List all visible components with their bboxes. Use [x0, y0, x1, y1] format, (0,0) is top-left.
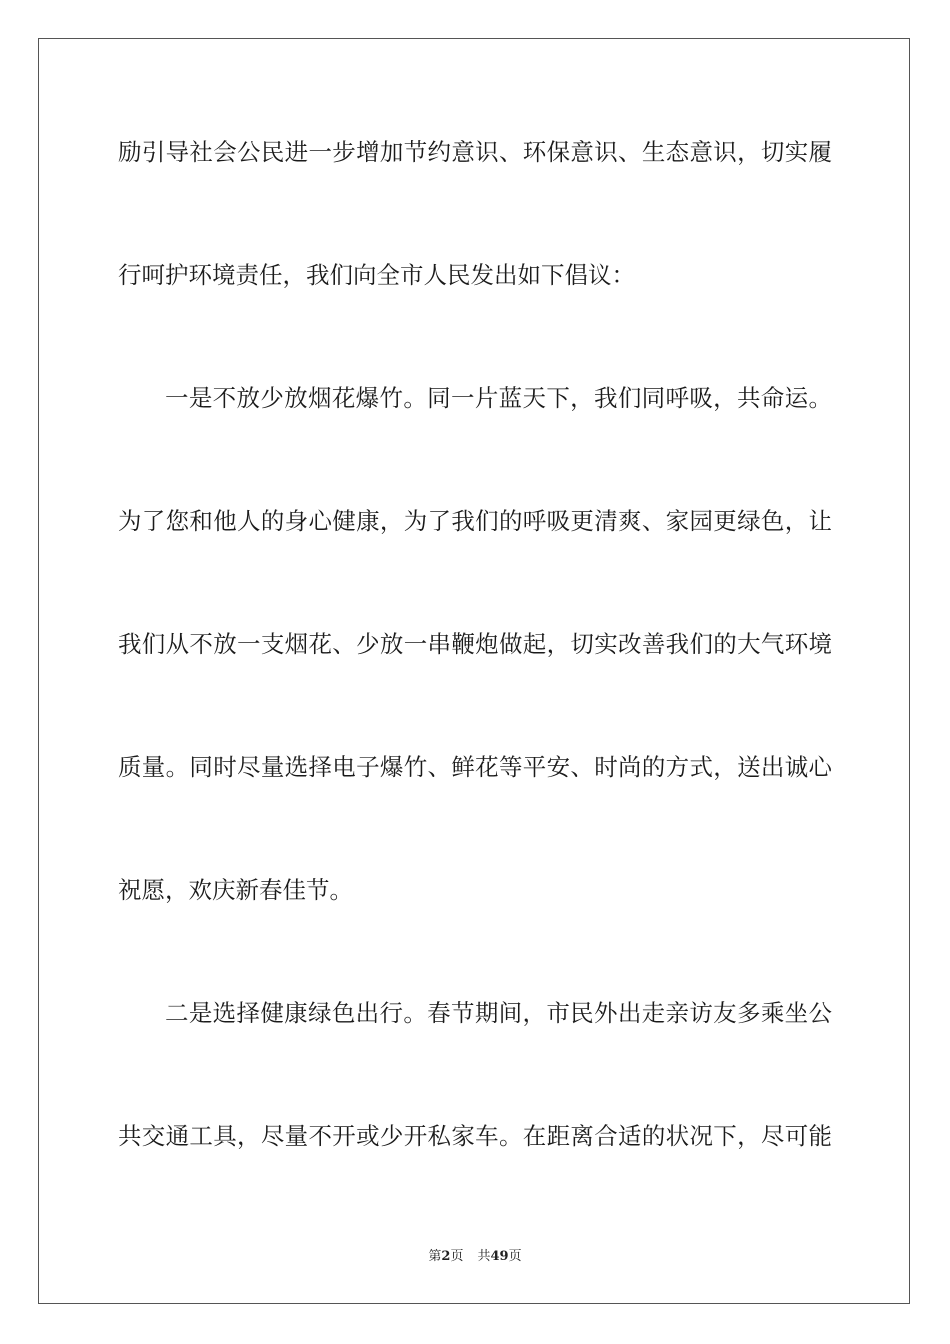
- total-suffix: 页: [508, 1249, 522, 1264]
- text-line-5: 我们从不放一支烟花、少放一串鞭炮做起，切实改善我们的大气环境: [118, 630, 832, 658]
- text-line-1: 励引导社会公民进一步增加节约意识、环保意识、生态意识，切实履: [118, 138, 832, 166]
- total-pages: 49: [490, 1249, 509, 1264]
- page-border: [38, 38, 910, 1304]
- text-line-6: 质量。同时尽量选择电子爆竹、鲜花等平安、时尚的方式，送出诚心: [118, 753, 832, 781]
- page-footer: [0, 1248, 950, 1266]
- text-line-2: 行呵护环境责任，我们向全市人民发出如下倡议：: [118, 261, 635, 289]
- text-line-9: 共交通工具，尽量不开或少开私家车。在距离合适的状况下，尽可能: [118, 1122, 832, 1150]
- text-line-4: 为了您和他人的身心健康，为了我们的呼吸更清爽、家园更绿色，让: [118, 507, 832, 535]
- page-prefix: 第: [428, 1249, 442, 1264]
- page-suffix: 页: [450, 1249, 464, 1264]
- total-prefix: 共: [477, 1249, 491, 1264]
- text-line-7: 祝愿，欢庆新春佳节。: [118, 876, 353, 904]
- paragraph-1-first-line: 一是不放少放烟花爆竹。同一片蓝天下，我们同呼吸，共命运。: [165, 384, 832, 412]
- page-number: 2: [441, 1249, 451, 1264]
- paragraph-2-first-line: 二是选择健康绿色出行。春节期间，市民外出走亲访友多乘坐公: [165, 999, 832, 1027]
